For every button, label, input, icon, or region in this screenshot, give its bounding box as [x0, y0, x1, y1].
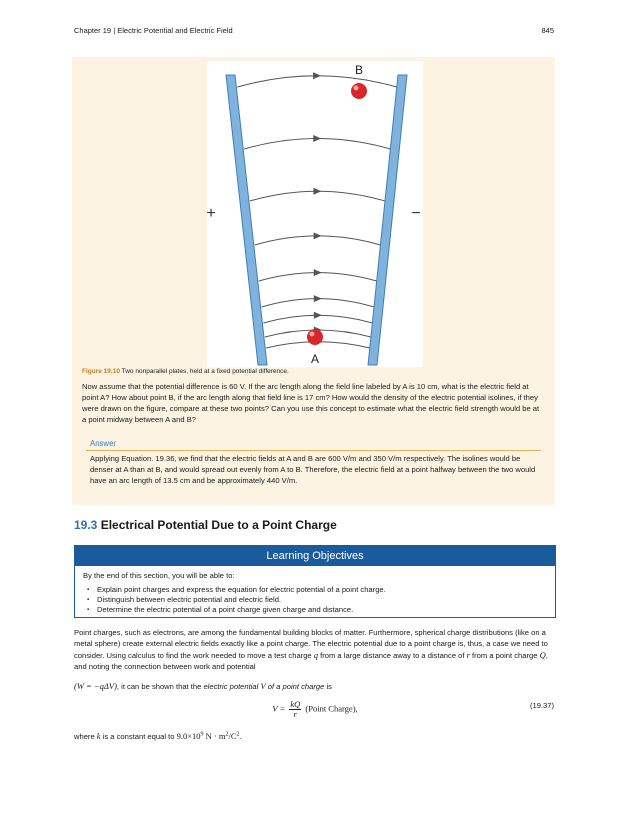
k-units-exponent: 2 — [236, 731, 240, 738]
section-number: 19.3 — [74, 518, 98, 532]
field-arrow — [314, 295, 322, 302]
k-units: N · m — [203, 731, 226, 741]
charge-a — [307, 329, 323, 345]
equation-number: (19.37) — [529, 701, 554, 710]
k-units-denominator: /C — [228, 731, 237, 741]
section-title-text: Electrical Potential Due to a Point Charge — [97, 518, 337, 532]
section-title — [74, 518, 337, 532]
answer-text: Applying Equation. 19.36, we find that the electric fields at A and B are 600 V/m and 350 V/m respectively. The isolines would be denser at A than at B, and would spread out evenly from A to B. Therefore, the electric field at a point halfway between the two would have an arc length of 13.5 cm and be approximately 440 V/m. — [90, 454, 536, 485]
k-units-exponent: 2 — [225, 731, 229, 738]
text-run: is a constant equal to — [100, 732, 177, 741]
nonparallel-plates-diagram — [207, 61, 423, 367]
label-b: B — [354, 63, 364, 77]
answer-label: Answer — [90, 439, 116, 448]
figure-19-10 — [207, 61, 423, 367]
k-value: 9.0×10 — [176, 731, 201, 741]
charge-a-highlight — [310, 332, 315, 337]
eq-fraction — [289, 700, 301, 719]
math-r: r — [466, 649, 470, 660]
charge-b — [351, 83, 367, 99]
math-work-relation: (W = −qΔV) — [74, 681, 117, 691]
text-run-italic: electric potential — [203, 682, 261, 691]
body-paragraph-continued — [74, 681, 556, 691]
field-arrow — [314, 232, 322, 239]
list-item: ▪ Explain point charges and express the equation for electric potential of a point charge. — [83, 585, 386, 595]
field-arrow — [313, 135, 321, 142]
running-header-chapter: Chapter 19 | Electric Potential and Electric Field — [74, 26, 233, 35]
eq-lhs: V = — [272, 703, 288, 714]
figure-caption-label: Figure 19.10 — [82, 368, 120, 375]
positive-sign — [203, 205, 219, 221]
list-item: ▪ Distinguish between electric potential and electric field. — [83, 595, 386, 605]
page-number: 845 — [541, 26, 554, 35]
text-run: where — [74, 732, 97, 741]
learning-objectives-intro: By the end of this section, you will be able to: — [83, 571, 235, 580]
k-exponent: 9 — [200, 731, 204, 738]
field-arrow — [314, 312, 322, 319]
text-run: , and noting the connection between work and potential — [74, 650, 548, 672]
list-item: ▪ Determine the electric potential of a point charge given charge and distance. — [83, 605, 386, 615]
figure-caption — [82, 368, 289, 375]
learning-objectives-list — [83, 585, 386, 615]
left-plate — [226, 75, 267, 365]
text-run: , it can be shown that the — [116, 682, 204, 691]
figure-caption-text: Two nonparallel plates, held at a fixed potential difference. — [119, 368, 289, 375]
charge-b-highlight — [354, 86, 359, 91]
label-a: A — [310, 352, 320, 366]
svg-text:−: − — [411, 205, 421, 221]
field-arrow — [313, 72, 321, 79]
text-run: . — [239, 732, 242, 741]
math-k: k — [96, 731, 101, 741]
text-run-italic: of a point charge — [265, 682, 325, 691]
negative-sign — [408, 205, 424, 221]
text-run: is — [324, 682, 332, 691]
field-arrow — [313, 188, 321, 195]
eq-rhs: (Point Charge), — [303, 703, 358, 714]
learning-objectives-box — [74, 545, 556, 618]
constant-definition — [74, 731, 242, 741]
example-box — [72, 57, 555, 505]
problem-text: Now assume that the potential difference is 60 V. If the arc length along the field line labeled by A is 10 cm, what is the electric field at point A? How about point B, if the arc length along that field line is 17 cm? How would the density of the electric potential isolines, if they were drawn on the figure, compare at these two points? Can you use this concept to estimate what the electric field strength would be at a point midway between A and B? — [82, 382, 540, 424]
body-paragraph — [74, 627, 556, 673]
learning-objectives-heading: Learning Objectives — [75, 546, 555, 566]
math-Q: Q — [539, 649, 546, 660]
svg-text:+: + — [206, 205, 216, 221]
right-plate — [368, 75, 407, 365]
math-V: V — [260, 681, 266, 691]
text-run: from a point charge — [469, 650, 540, 660]
field-arrow — [314, 269, 322, 276]
answer-divider — [86, 450, 541, 451]
text-run: Point charges, such as electrons, are among the fundamental building blocks of matter. Furthermore, spherical charge distributions (like on a metal sphere) create external electric fields exactly like a point charge. The electric potential due to a point charge is, thus, a case we need to consider. Using calculus to find the work needed to move a test charge — [74, 628, 548, 660]
text-run: from a large distance away to a distance of — [318, 650, 467, 660]
math-q: q — [313, 649, 319, 660]
eq-numerator: kQ — [290, 699, 301, 709]
eq-denominator: r — [293, 709, 297, 719]
